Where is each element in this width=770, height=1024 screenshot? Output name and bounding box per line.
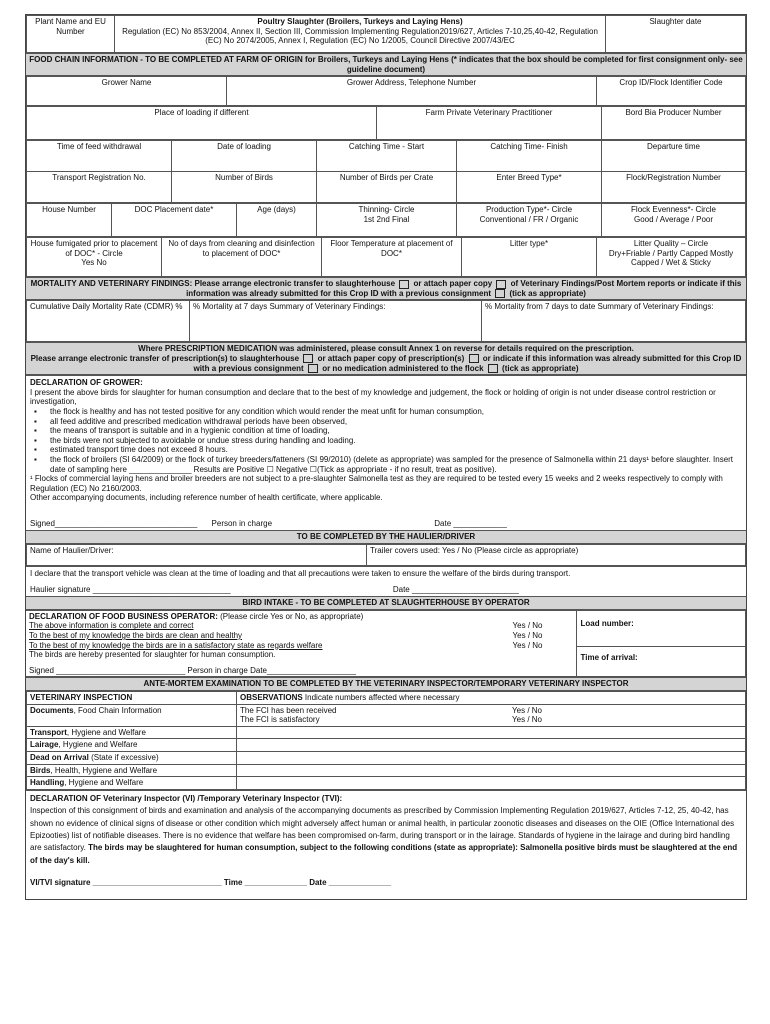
doa-observation-field[interactable]	[237, 751, 746, 764]
haulier-band: TO BE COMPLETED BY THE HAULIER/DRIVER	[26, 530, 746, 544]
table-row: Lairage, Hygiene and Welfare	[27, 739, 237, 752]
vet-declaration: DECLARATION OF Veterinary Inspector (VI) /Temporary Veterinary Inspector (TVI): Inspection of this consignment of birds and examination and analysis of the accompanying documents as prescribed by Commission Implementing Regulation 2019/627, Articles 7-12, 25, 40-42, has shown no evidence of clinical signs of disease or other condition which might adversely affect human or animal health, in particular zoonotic diseases and diseases on the OIE (Office International des Epizooties) list of notifiable diseases. There is no evidence that welfare has been compromised on-farm, during transport or in the lairage. Standards of hygiene in the lairage and during bird handling are satisfactory. The birds may be slaughtered for human consumption, subject to the following conditions (state as appropriate): Salmonella positive birds must be slaughtered at the end of the day's kill. VI/TVI signature _____________________________ Time ______________ Date ______________	[26, 790, 746, 900]
ante-mortem-table: VETERINARY INSPECTION OBSERVATIONS Indicate numbers affected where necessary Documents, Food Chain Information The FCI has been received Yes / No The FCI is satisfactory Yes / No Transport, Hygiene and Welfare Lairage, Hygiene and Welfare Dead on Arrival (State if excessive) Birds, Health, Hygiene and Welfare Handling, Hygiene and Welfare	[26, 691, 746, 790]
litter-type-field[interactable]: Litter type*	[462, 238, 597, 277]
mortality-band: MORTALITY AND VETERINARY FINDINGS: Please arrange electronic transfer to slaughterhouse or attach paper copy of Veterinary Findings/Post Mortem reports or indicate if this information was already submitted for this Crop ID with a previous consignment (tick as appropriate)	[26, 277, 746, 300]
grower-name-field[interactable]: Grower Name	[27, 77, 227, 106]
breed-type-field[interactable]: Enter Breed Type*	[457, 172, 602, 203]
haulier-date-field[interactable]: Date ________________________	[392, 584, 519, 594]
birds-per-crate-field[interactable]: Number of Birds per Crate	[317, 172, 457, 203]
ante-mortem-band: ANTE-MORTEM EXAMINATION TO BE COMPLETED BY THE VETERINARY INSPECTOR/TEMPORARY VETERINARY INSPECTOR	[26, 677, 746, 691]
place-loading-field[interactable]: Place of loading if different	[27, 107, 377, 140]
form-title: Poultry Slaughter (Broilers, Turkeys and Laying Hens)	[257, 17, 463, 26]
doc-placement-field[interactable]: DOC Placement date*	[112, 204, 237, 237]
prescription-electronic-checkbox[interactable]	[303, 354, 313, 363]
fbo-healthy-yes-no[interactable]: Yes / No	[512, 631, 543, 641]
floor-temp-field[interactable]: Floor Temperature at placement of DOC*	[322, 238, 462, 277]
prescription-band: Where PRESCRIPTION MEDICATION was administered, please consult Annex 1 on reverse for details required on the prescription. Please arrange electronic transfer of prescription(s) to slaughterhouse or attach paper copy of prescription(s) or indicate if this information was already submitted for this Crop ID with a previous consignment or no medication administered to the flock (tick as appropriate)	[26, 342, 746, 375]
catching-start-field[interactable]: Catching Time - Start	[317, 141, 457, 172]
prescription-previous-checkbox[interactable]	[308, 364, 318, 373]
thinning-field[interactable]: Thinning- Circle 1st 2nd Final	[317, 204, 457, 237]
cleaning-days-field[interactable]: No of days from cleaning and disinfection to placement of DOC*	[162, 238, 322, 277]
table-row: Birds, Health, Hygiene and Welfare	[27, 764, 237, 777]
crop-id-field[interactable]: Crop ID/Flock Identifier Code	[597, 77, 746, 106]
fbo-signature-field[interactable]: Signed _____________________________ Person in charge Date____________________	[29, 665, 356, 675]
time-arrival-field[interactable]: Time of arrival:	[580, 652, 638, 662]
grower-date-field[interactable]: Date ____________	[434, 518, 507, 528]
table-row: Dead on Arrival (State if excessive)	[27, 751, 237, 764]
haulier-name-field[interactable]: Name of Haulier/Driver:	[27, 545, 367, 566]
table-row: Handling, Hygiene and Welfare	[27, 777, 237, 790]
catching-finish-field[interactable]: Catching Time- Finish	[457, 141, 602, 172]
fci-received-yes-no[interactable]: Yes / No	[512, 705, 542, 715]
fci-band: FOOD CHAIN INFORMATION - TO BE COMPLETED AT FARM OF ORIGIN for Broilers, Turkeys and Laying Hens (* indicates that the box should be completed for first consignment only- see guideline document)	[26, 53, 746, 76]
grower-declaration: DECLARATION OF GROWER: I present the above birds for slaughter for human consumption and declare that to the best of my knowledge and judgement, the flock or holding of origin is not under disease control restriction or investigation, ▪ the flock is healthy and has not tested positive for any condition which would render the meat unfit for human consumption, ▪ all feed additive and prescribed medication withdrawal periods have been observed, ▪ the means of transport is suitable and in a hygienic condition at time of loading, ▪ the birds were not subjected to avoidable or undue stress during handling and loading. ▪ estimated transport time does not exceed 8 hours. ▪ the flock of broilers (SI 64/2009) or the flock of turkey breeders/fatteners (SI 99/2010) (delete as appropriate) was sampled for the presence of Salmonella within 21 days¹ before slaughter. Insert date of sampling here ______________ Results are Positive ☐ Negative ☐(Tick as appropriate - if no result, treat as positive). ¹ Flocks of commercial laying hens and broiler breeders are not subject to a pre-slaughter Salmonella test as they are required to be tested every 15 weeks and 2 weeks respectively to comply with Regulation (EC) No 2160/2003. Other accompanying documents, including reference number of health certificate, where applicable. Signed________________________________ Person in charge Date ____________	[26, 375, 746, 530]
grower-signature-field[interactable]: Signed________________________________	[30, 518, 198, 528]
previous-consignment-checkbox[interactable]	[495, 289, 505, 298]
grower-address-field[interactable]: Grower Address, Telephone Number	[227, 77, 597, 106]
haulier-signature-field[interactable]: Haulier signature _______________________________	[30, 584, 231, 594]
cdmr-field[interactable]: Cumulative Daily Mortality Rate (CDMR) %	[27, 301, 190, 342]
house-number-field[interactable]: House Number	[27, 204, 112, 237]
electronic-transfer-checkbox[interactable]	[399, 280, 409, 289]
fbo-complete-yes-no[interactable]: Yes / No	[512, 621, 543, 631]
production-type-field[interactable]: Production Type*- Circle Conventional / FR / Organic	[457, 204, 602, 237]
form-header	[26, 15, 746, 53]
regulation-text: Regulation (EC) No 853/2004, Annex II, Section III, Commission Implementing Regulation2019/627, Articles 7-10,25,40-42, Regulation (EC) No 2074/2005, Annex I, Regulation (EC) No 1/2005, Council Directive 2007/43/EC	[122, 26, 598, 46]
load-number-field[interactable]: Load number:	[577, 611, 746, 647]
table-row: Transport, Hygiene and Welfare	[27, 726, 237, 739]
trailer-covers-field[interactable]: Trailer covers used: Yes / No (Please circle as appropriate)	[367, 545, 746, 566]
list-item: ▪ the flock of broilers (SI 64/2009) or the flock of turkey breeders/fatteners (SI 99/2010) (delete as appropriate) was sampled for the presence of Salmonella within 21 days¹ before slaughter. Insert date of sampling here ______________ Results are Positive ☐ Negative ☐(Tick as appropriate - if no result, treat as positive).	[50, 455, 742, 474]
litter-quality-field[interactable]: Litter Quality – Circle Dry+Friable / Partly Capped Mostly Capped / Wet & Sticky	[597, 238, 746, 277]
paper-copy-checkbox[interactable]	[496, 280, 506, 289]
vet-signature-field[interactable]: VI/TVI signature _____________________________ Time ______________ Date ______________	[30, 878, 392, 888]
no-medication-checkbox[interactable]	[488, 364, 498, 373]
list-item: ▪ estimated transport time does not exceed 8 hours.	[50, 445, 742, 455]
transport-reg-field[interactable]: Transport Registration No.	[27, 172, 172, 203]
feed-withdrawal-field[interactable]: Time of feed withdrawal	[27, 141, 172, 172]
flock-reg-field[interactable]: Flock/Registration Number	[602, 172, 746, 203]
fci-satisfactory-yes-no[interactable]: Yes / No	[512, 715, 542, 725]
fci-grid	[26, 76, 746, 106]
list-item: ▪ the means of transport is suitable and in a hygienic condition at time of loading,	[50, 426, 742, 436]
date-loading-field[interactable]: Date of loading	[172, 141, 317, 172]
flock-evenness-field[interactable]: Flock Evenness*- Circle Good / Average / Poor	[602, 204, 746, 237]
handling-observation-field[interactable]	[237, 777, 746, 790]
list-item: ▪ the birds were not subjected to avoidable or undue stress during handling and loading.	[50, 436, 742, 446]
list-item: ▪ all feed additive and prescribed medication withdrawal periods have been observed,	[50, 417, 742, 427]
age-days-field[interactable]: Age (days)	[237, 204, 317, 237]
mortality-7-days-field[interactable]: % Mortality at 7 days Summary of Veterinary Findings:	[190, 301, 482, 342]
transport-observation-field[interactable]	[237, 726, 746, 739]
birds-observation-field[interactable]	[237, 764, 746, 777]
bord-bia-field[interactable]: Bord Bia Producer Number	[602, 107, 746, 140]
prescription-paper-checkbox[interactable]	[469, 354, 479, 363]
fbo-welfare-yes-no[interactable]: Yes / No	[512, 640, 543, 650]
bird-intake-band: BIRD INTAKE - TO BE COMPLETED AT SLAUGHTERHOUSE BY OPERATOR	[26, 596, 746, 610]
plant-name-field[interactable]: Plant Name and EU Number	[27, 16, 115, 53]
grower-declaration-heading: DECLARATION OF GROWER:	[30, 378, 143, 388]
poultry-slaughter-form: Plant Name and EU Number Poultry Slaughter (Broilers, Turkeys and Laying Hens) Regulation (EC) No 853/2004, Annex II, Section III, Commission Implementing Regulation2019/627, Articles 7-10,25,40-42, Regulation (EC) No 2074/2005, Annex I, Regulation (EC) No 1/2005, Council Directive 2007/43/EC Slaughter date FOOD CHAIN INFORMATION - TO BE COMPLETED AT FARM OF ORIGIN for Broilers, Turkeys and Laying Hens (* indicates that the box should be completed for first consignment only- see guideline document) Grower Name Grower Address, Telephone Number Crop ID/Flock Identifier Code Place of loading if different Farm Private Veterinary Practitioner Bord Bia Producer Number Time of feed withdrawal Date of loading Catching Time - Start Catching Time- Finish Departure time Transport Registration No. Number of Birds Number of Birds per Crate Enter Breed Type* Flock/Registration Number House Number DOC Placement date* Age (days) Thinning- Circle 1st 2nd Final Production Type*- Circle Conventional / FR / Organic Flock Evenness*- Circle Good / Average / Poor House fumigated prior to placement of DOC* - Circle Yes No No of days from cleaning and disinfection to placement of DOC* Floor Temperature at placement of DOC* Litter type* Litter Quality – Circle Dry+Friable / Partly Capped Mostly Capped / Wet & Sticky MORTALITY AND VETERINARY FINDINGS: Please arrange electronic transfer to slaughterhouse or attach paper copy of Veterinary Findings/Post Mortem reports or indicate if this information was already submitted for this Crop ID with a previous consignment (tick as appropriate) Cumulative Daily Mortality Rate (CDMR) % % Mortality at 7 days Summary of Veterinary Findings: % Mortality from 7 days to date Summary of Veterinary Findings: Where PRESCRIPTION MEDICATION was administered, please consult Annex 1 on reverse for details required on the prescription. Please arrange electronic transfer of prescription(s) to slaughterhouse or attach paper copy of prescription(s) or indicate if this information was already submitted for this Crop ID with a previous consignment or no medication administered to the flock (tick as appropriate) DECLARATION OF GROWER: I present the above birds for slaughter for human consumption and declare that to the best of my knowledge and judgement, the flock or holding of origin is not under disease control restriction or investigation, ▪ the flock is healthy and has not tested positive for any condition which would render the meat unfit for human consumption, ▪ all feed additive and prescribed medication withdrawal periods have been observed, ▪ the means of transport is suitable and in a hygienic condition at time of loading, ▪ the birds were not subjected to avoidable or undue stress during handling and loading. ▪ estimated transport time does not exceed 8 hours. ▪ the flock of broilers (SI 64/2009) or the flock of turkey breeders/fatteners (SI 99/2010) (delete as appropriate) was sampled for the presence of Salmonella within 21 days¹ before slaughter. Insert date of sampling here ______________ Results are Positive ☐ Negative ☐(Tick as appropriate - if no result, treat as positive). ¹ Flocks of commercial laying hens and broiler breeders are not subject to a pre-slaughter Salmonella test as they are required to be tested every 15 weeks and 2 weeks respectively to comply with Regulation (EC) No 2160/2003. Other accompanying documents, including reference number of health certificate, where applicable. Signed________________________________ Person in charge Date ____________ TO BE COMPLETED BY THE HAULIER/DRIVER Name of Haulier/Driver: Trailer covers used: Yes / No (Please circle as appropriate) I declare that the transport vehicle was clean at the time of loading and that all precautions were taken to ensure the welfare of the birds during transport. Haulier signature _______________________________ Date ________________________ BIRD INTAKE - TO BE COMPLETED AT SLAUGHTERHOUSE BY OPERATOR DECLARATION OF FOOD BUSINESS OPERATOR: (Please circle Yes or No, as appropriate) The above information is complete and correct Yes / No To the best of my knowledge the birds are clean and healthy Yes / No To the best of my knowledge the birds are in a satisfactory state as regards welfare Yes / No The birds are hereby presented for slaughter for human consumption. Signed _____________________________ Person in charge Date____________________ Load number: Time of arrival: ANTE-MORTEM EXAMINATION TO BE COMPLETED BY THE VETERINARY INSPECTOR/TEMPORARY VETERINARY INSPECTOR VETERINARY INSPECTION OBSERVATIONS Indicate numbers affected where necessary Documents, Food Chain Information The FCI has been received Yes / No The FCI is satisfactory Yes / No Transport, Hygiene and Welfare Lairage, Hygiene and Welfare Dead on Arrival (State if excessive) Birds, Health, Hygiene and Welfare Handling, Hygiene and Welfare DECLARATION OF Veterinary Inspector (VI) /Temporary Veterinary Inspector (TVI): Inspection of this consignment of birds and examination and analysis of the accompanying documents as prescribed by Commission Implementing Regulation 2019/627, Articles 7-12, 25, 40-42, has shown no evidence of clinical signs of disease or other condition which might adversely affect human or animal health, in particular zoonotic diseases and diseases on the OIE (Office International des Epizooties) list of notifiable diseases. There is no evidence that welfare has been compromised on-farm, during transport or in the lairage. Standards of hygiene in the lairage and during bird handling are satisfactory. The birds may be slaughtered for human consumption, subject to the following conditions (state as appropriate): Salmonella positive birds must be slaughtered at the end of the day's kill. VI/TVI signature _____________________________ Time ______________ Date ______________	[25, 14, 747, 900]
farm-vet-field[interactable]: Farm Private Veterinary Practitioner	[377, 107, 602, 140]
mortality-from-7-field[interactable]: % Mortality from 7 days to date Summary of Veterinary Findings:	[482, 301, 746, 342]
fumigated-field[interactable]: House fumigated prior to placement of DOC* - Circle Yes No	[27, 238, 162, 277]
number-birds-field[interactable]: Number of Birds	[172, 172, 317, 203]
list-item: ▪ the flock is healthy and has not tested positive for any condition which would render the meat unfit for human consumption,	[50, 407, 742, 417]
departure-time-field[interactable]: Departure time	[602, 141, 746, 172]
declaration-list	[30, 407, 742, 474]
salmonella-footnote: ¹ Flocks of commercial laying hens and broiler breeders are not subject to a pre-slaughter Salmonella test as they are required to be tested every 15 weeks and 2 weeks respectively to comply with Regulation (EC) No 2160/2003.	[30, 474, 723, 493]
lairage-observation-field[interactable]	[237, 739, 746, 752]
slaughter-date-field[interactable]: Slaughter date	[606, 16, 746, 53]
